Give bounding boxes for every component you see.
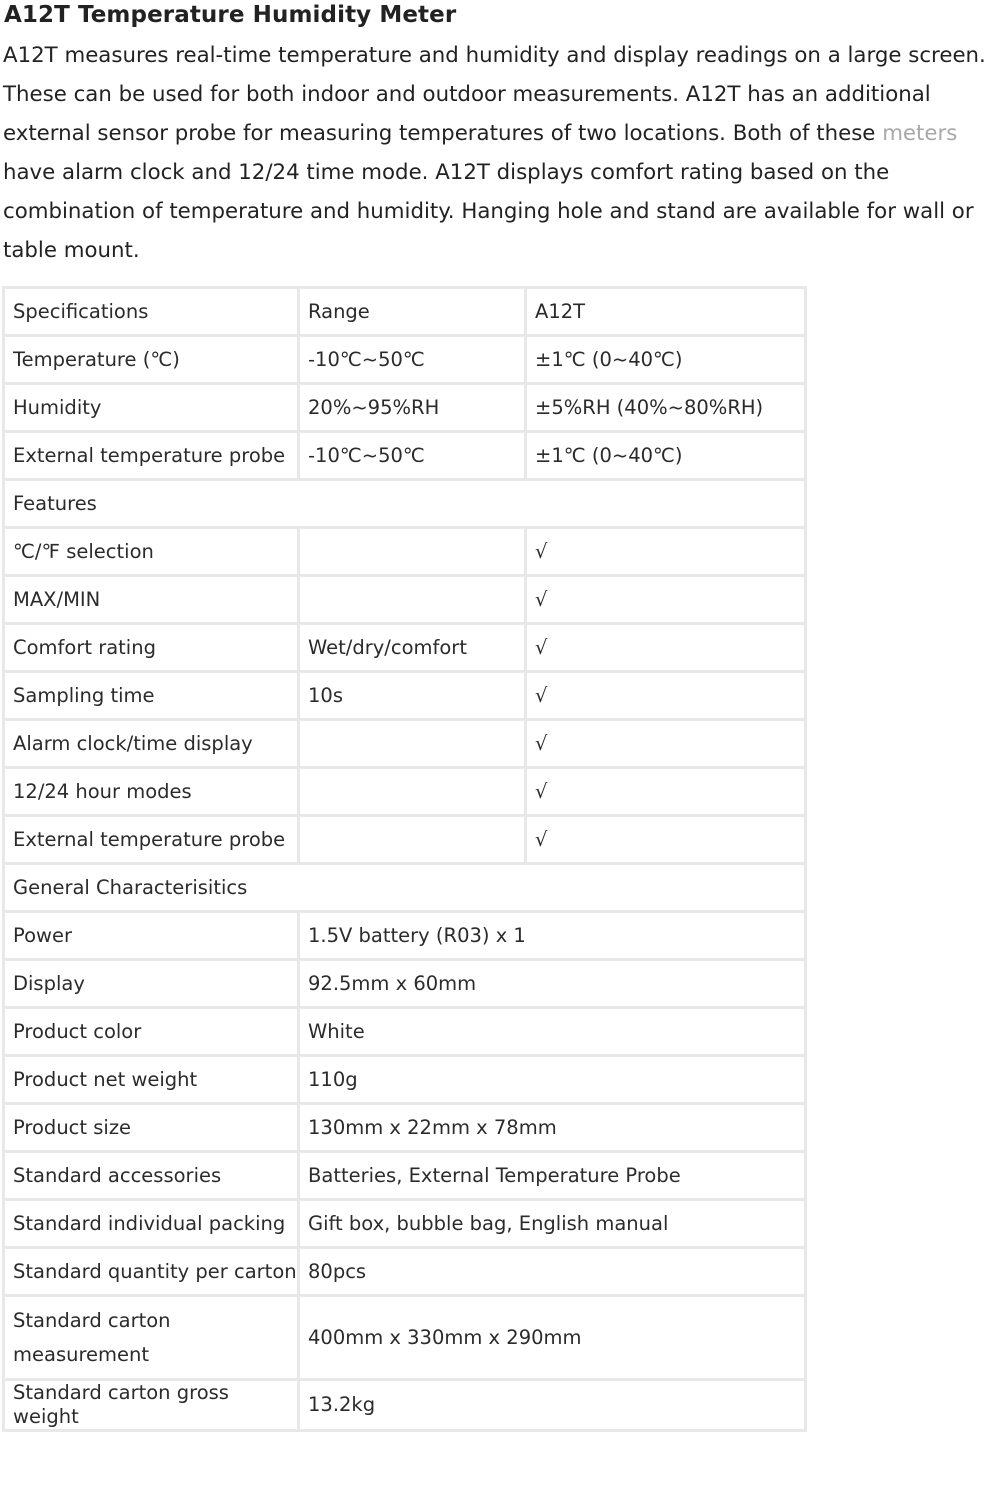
table-row	[2, 1249, 807, 1297]
description-text: A12T measures real-time temperature and humidity and display readings on a large screen. These can be used for both indoor and outdoor measurements. A12T has an additional external sensor probe for measuring temperatures of two locations. Both of these	[3, 43, 986, 146]
characteristic-name: Standard accessories	[2, 1153, 300, 1201]
feature-detail: 10s	[300, 673, 527, 721]
feature-name: External temperature probe	[2, 817, 300, 865]
table-row	[2, 1381, 807, 1432]
product-description	[3, 36, 993, 270]
feature-name: 12/24 hour modes	[2, 769, 300, 817]
page-title: A12T Temperature Humidity Meter	[4, 2, 457, 28]
spec-range: 20%~95%RH	[300, 385, 527, 433]
spec-table	[2, 286, 807, 1432]
table-row	[2, 769, 807, 817]
characteristic-name: Standard individual packing	[2, 1201, 300, 1249]
feature-detail: Wet/dry/comfort	[300, 625, 527, 673]
table-row	[2, 913, 807, 961]
characteristic-value: 80pcs	[300, 1249, 807, 1297]
characteristic-name: Standard carton measurement	[2, 1297, 300, 1381]
description-link-meters[interactable]: meters	[882, 121, 958, 146]
characteristic-name: Product size	[2, 1105, 300, 1153]
characteristic-name: Product net weight	[2, 1057, 300, 1105]
check-mark: √	[527, 817, 807, 865]
check-mark: √	[527, 769, 807, 817]
characteristic-value: 13.2kg	[300, 1381, 807, 1432]
table-row	[2, 1297, 807, 1381]
table-row	[2, 721, 807, 769]
characteristic-value: 110g	[300, 1057, 807, 1105]
table-row	[2, 385, 807, 433]
table-row	[2, 961, 807, 1009]
table-row	[2, 625, 807, 673]
spec-accuracy: ±1℃ (0~40℃)	[527, 433, 807, 481]
feature-detail	[300, 529, 527, 577]
characteristic-value: 1.5V battery (R03) x 1	[300, 913, 807, 961]
table-row	[2, 1009, 807, 1057]
characteristic-name: Power	[2, 913, 300, 961]
check-mark: √	[527, 577, 807, 625]
table-row	[2, 1105, 807, 1153]
spec-accuracy: ±1℃ (0~40℃)	[527, 337, 807, 385]
table-row	[2, 337, 807, 385]
section-row-features	[2, 481, 807, 529]
table-row	[2, 673, 807, 721]
feature-detail	[300, 769, 527, 817]
table-row	[2, 817, 807, 865]
characteristic-value: 400mm x 330mm x 290mm	[300, 1297, 807, 1381]
feature-name: Sampling time	[2, 673, 300, 721]
characteristic-name: Product color	[2, 1009, 300, 1057]
feature-detail	[300, 577, 527, 625]
characteristic-value: 130mm x 22mm x 78mm	[300, 1105, 807, 1153]
section-heading-features: Features	[2, 481, 807, 529]
table-row	[2, 433, 807, 481]
header-cell-model: A12T	[527, 286, 807, 337]
characteristic-name: Standard carton gross weight	[2, 1381, 300, 1432]
header-cell-specifications: Specifications	[2, 286, 300, 337]
spec-name: External temperature probe	[2, 433, 300, 481]
section-row-general	[2, 865, 807, 913]
table-row	[2, 1057, 807, 1105]
feature-name: Alarm clock/time display	[2, 721, 300, 769]
check-mark: √	[527, 625, 807, 673]
feature-name: MAX/MIN	[2, 577, 300, 625]
table-header-row	[2, 286, 807, 337]
spec-accuracy: ±5%RH (40%~80%RH)	[527, 385, 807, 433]
table-row	[2, 1153, 807, 1201]
check-mark: √	[527, 529, 807, 577]
spec-range: -10℃~50℃	[300, 337, 527, 385]
table-row	[2, 529, 807, 577]
feature-name: Comfort rating	[2, 625, 300, 673]
check-mark: √	[527, 673, 807, 721]
characteristic-name: Display	[2, 961, 300, 1009]
spec-name: Temperature (℃)	[2, 337, 300, 385]
characteristic-value: Gift box, bubble bag, English manual	[300, 1201, 807, 1249]
characteristic-value: White	[300, 1009, 807, 1057]
check-mark: √	[527, 721, 807, 769]
description-text: have alarm clock and 12/24 time mode. A12T displays comfort rating based on the combination of temperature and humidity. Hanging hole and stand are available for wall or table mount.	[3, 160, 974, 263]
section-heading-general: General Characterisitics	[2, 865, 807, 913]
feature-detail	[300, 817, 527, 865]
characteristic-value: 92.5mm x 60mm	[300, 961, 807, 1009]
feature-detail	[300, 721, 527, 769]
table-row	[2, 1201, 807, 1249]
header-cell-range: Range	[300, 286, 527, 337]
spec-range: -10℃~50℃	[300, 433, 527, 481]
table-row	[2, 577, 807, 625]
characteristic-name: Standard quantity per carton	[2, 1249, 300, 1297]
spec-name: Humidity	[2, 385, 300, 433]
characteristic-value: Batteries, External Temperature Probe	[300, 1153, 807, 1201]
feature-name: ℃/℉ selection	[2, 529, 300, 577]
